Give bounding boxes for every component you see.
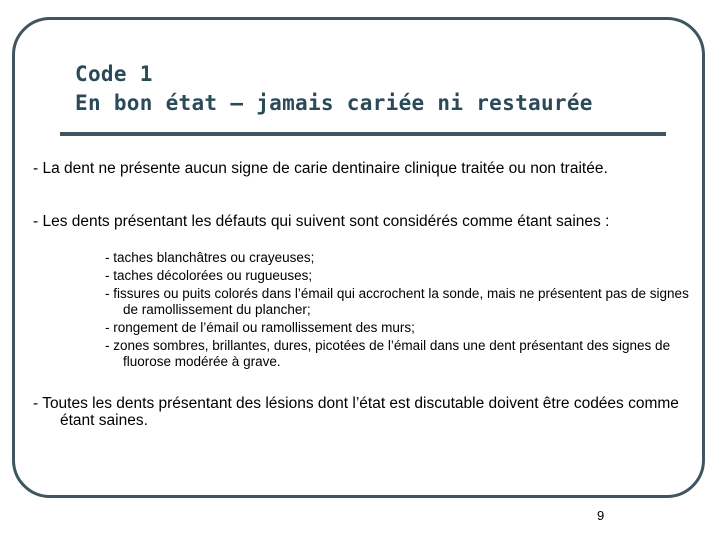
paragraph-doubtful-lesions: - Toutes les dents présentant des lésions dont l’état est discutable doivent être codées comme étant saines. — [33, 395, 679, 429]
defects-list — [105, 250, 705, 372]
list-item: - fissures ou puits colorés dans l’émail qui accrochent la sonde, mais ne présentent pas de signes de ramollissement du plancher; — [105, 286, 689, 317]
paragraph-no-caries: - La dent ne présente aucun signe de carie dentinaire clinique traitée ou non traitée. — [33, 160, 608, 177]
list-item: - zones sombres, brillantes, dures, picotées de l’émail dans une dent présentant des signes de fluorose modérée à grave. — [105, 338, 671, 369]
slide-title — [75, 60, 593, 118]
paragraph-sound-defects: - Les dents présentant les défauts qui suivent sont considérés comme étant saines : — [33, 213, 610, 230]
title-code: Code 1 — [75, 62, 153, 86]
list-item: - rongement de l’émail ou ramollissement des murs; — [105, 320, 415, 335]
page-number: 9 — [597, 508, 605, 523]
list-item: - taches blanchâtres ou crayeuses; — [105, 250, 315, 265]
title-divider — [60, 132, 666, 136]
list-item: - taches décolorées ou rugueuses; — [105, 268, 313, 283]
title-description: En bon état – jamais cariée ni restaurée — [75, 91, 593, 115]
